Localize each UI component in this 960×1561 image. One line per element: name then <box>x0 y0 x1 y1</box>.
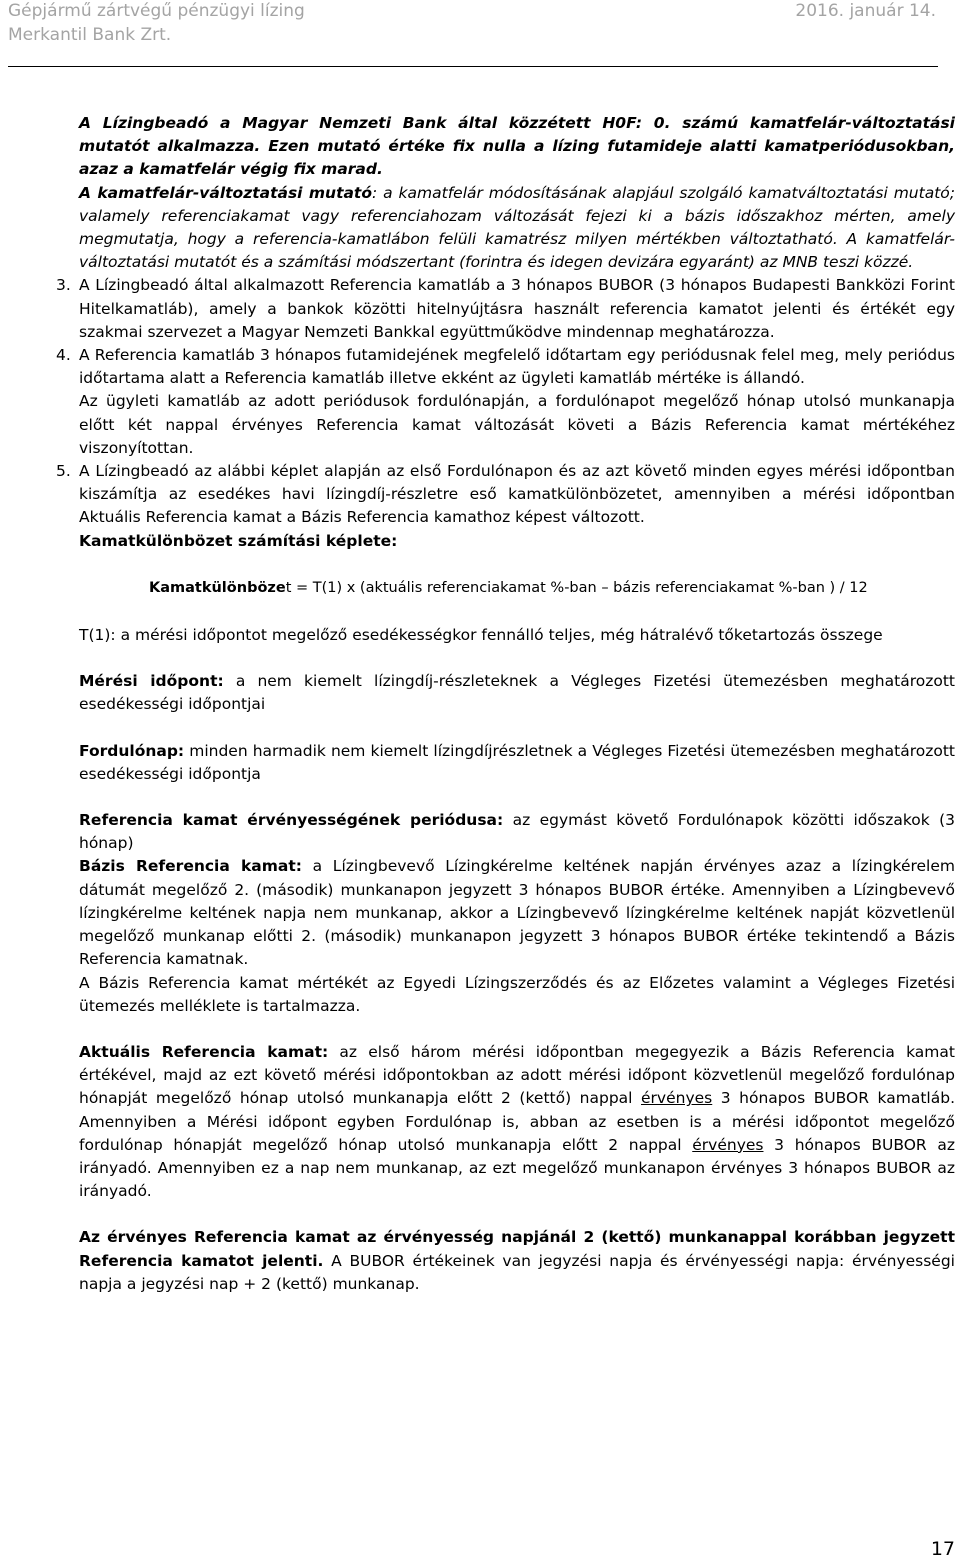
definition-text: 3 hónapos BUBOR kamatláb. Amennyiben a Mérési időpont egyben Fordulónap is, abban az esetben is a mérési időpontot megelőző fordulónap hónapját megelőző hónap utolsó munkanapja előtt 2 nappal <box>79 1089 955 1154</box>
formula-bold: Kamatkülönböze <box>149 579 286 596</box>
list-item-3 <box>56 274 955 344</box>
formula-heading: Kamatkülönbözet számítási képlete: <box>79 531 398 550</box>
list-item-text-continued: Az ügyleti kamatláb az adott periódusok fordulónapján, a fordulónapot megelőző hónap utolsó munkanapja előtt két nappal érvényes Referencia kamat változását követi a Bázis Referencia kamat mértékéhez viszonyítottan. <box>79 392 955 457</box>
formula <box>79 577 955 600</box>
list-item-text: A Lízingbeadó által alkalmazott Referencia kamatláb a 3 hónapos BUBOR (3 hónapos Budapesti Bankközi Forint Hitelkamatláb), amely a bankok közötti hitelnyújtásra használt referencia kamatot jelenti és értékét egy szakmai szervezet a Magyar Nemzeti Bankkal együttműködve mindennap meghatározza. <box>79 276 955 341</box>
definition-t1: T(1): a mérési időpontot megelőző esedékességkor fennálló teljes, még hátralévő tőketartozás összege <box>79 626 883 645</box>
term-indicator: A kamatfelár-változtatási mutató <box>79 183 372 202</box>
paragraph-mnb-indicator: A Lízingbeadó a Magyar Nemzeti Bank által közzétett H0F: 0. számú kamatfelár-változtatási mutatót alkalmazza. Ezen mutató értéke fix nulla a lízing futamideje alatti kamatperiódusokban, azaz a kamatfelár végig fix marad. <box>79 114 955 179</box>
term-bazis: Bázis Referencia kamat: <box>79 857 302 876</box>
definition-text: az egymást követő Fordulónapok közötti időszakok (3 hónap) <box>79 811 955 853</box>
paragraph-indicator-definition <box>79 182 955 275</box>
list-number: 5. <box>56 462 71 481</box>
list-item-text: A Lízingbeadó az alábbi képlet alapján az első Fordulónapon és az azt követő minden egyes mérési időpontban kiszámítja az esedékes havi lízingdíj-részletre eső kamatkülönbözetet, amennyiben a mérési időpontban Aktuális Referencia kamat a Bázis Referencia kamathoz képest változott. <box>79 462 955 527</box>
term-periodus: Referencia kamat érvényességének periódusa: <box>79 811 504 830</box>
indicator-definition-text: a kamatfelár módosításának alapjául szolgáló kamatváltoztatási mutató; valamely referenciakamat vagy referenciahozam változását fejezi ki a bázis időszakhoz mérten, amely megmutatja, hogy a referencia-kamatlábon felüli kamatrész milyen mértékben változtatható. A kamatfelár-változtatási mutatót és a számítási módszertant (forintra és idegen devizára egyaránt) az MNB teszi közzé. <box>79 183 955 272</box>
definition-meresi-idopont <box>79 670 955 716</box>
list-number: 4. <box>56 346 71 365</box>
definition-bazis <box>79 855 955 971</box>
definition-text: a Lízingbevevő Lízingkérelme keltének napján érvényes azaz a lízingkérelem dátumát megelőző 2. (második) munkanapon jegyzett 3 hónapos BUBOR értéke. Amennyiben a Lízingbevevő lízingkérelme keltének napja nem munkanap, akkor a Lízingbevevő lízingkérelme keltének napját közvetlenül megelőző munkanap előtti 2. (második) munkanapon jegyzett 3 hónapos BUBOR értéke tekintendő a Bázis Referencia kamatnak. <box>79 857 955 969</box>
definition-fordulonap <box>79 740 955 786</box>
list-number: 3. <box>56 276 71 295</box>
list-item-4 <box>56 344 955 460</box>
definition-periodus <box>79 809 955 855</box>
header-title: Gépjármű zártvégű pénzügyi lízing <box>8 1 305 21</box>
definition-bazis-continued: A Bázis Referencia kamat mértékét az Egyedi Lízingszerződés és az Előzetes valamint a Végleges Fizetési ütemezés melléklete is tartalmazza. <box>79 973 955 1015</box>
term-aktualis: Aktuális Referencia kamat: <box>79 1042 329 1061</box>
list-item-5 <box>56 460 955 530</box>
formula-rest: t = T(1) x (aktuális referenciakamat %-ban – bázis referenciakamat %-ban ) / 12 <box>285 579 868 596</box>
term-ervenyes: Az érvényes Referencia kamat az érvényesség napjánál 2 (kettő) munkanappal korábban jegyzett Referencia kamatot jelenti. <box>79 1228 955 1270</box>
definition-text: 3 hónapos BUBOR az irányadó. Amennyiben ez a nap nem munkanap, az ezt megelőző munkanapon érvényes 3 hónapos BUBOR az irányadó. <box>79 1135 956 1201</box>
header-date: 2016. január 14. <box>795 1 936 21</box>
document-body <box>56 112 956 1296</box>
header-bank: Merkantil Bank Zrt. <box>8 25 172 45</box>
term-colon: : <box>372 183 378 202</box>
list-item-text: A Referencia kamatláb 3 hónapos futamidejének megfelelő időtartam egy periódusnak felel meg, mely periódus időtartama alatt a Referencia kamatláb illetve ekként az ügyleti kamatláb mértéke is állandó. <box>79 346 955 388</box>
definition-text: A BUBOR értékeinek van jegyzési napja és érvényességi napja: érvényességi napja a jegyzési nap + 2 (kettő) munkanap. <box>79 1251 955 1293</box>
definition-aktualis <box>79 1041 955 1203</box>
underlined-word: érvényes <box>692 1135 764 1154</box>
page-number: 17 <box>930 1538 955 1560</box>
term-fordulonap: Fordulónap: <box>79 741 185 760</box>
definition-ervenyes <box>79 1226 955 1296</box>
definition-text: az első három mérési időpontban megegyezik a Bázis Referencia kamat értékével, majd az ezt követő mérési időpontokban az adott mérési időpont közvetlenül megelőző fordulónap hónapját megelőző hónap utolsó munkanapja előtt 2 (kettő) nappal <box>79 1042 955 1108</box>
term-meresi-idopont: Mérési időpont: <box>79 672 224 691</box>
definition-text: minden harmadik nem kiemelt lízingdíjrészletnek a Végleges Fizetési ütemezésben meghatározott esedékességi időpontja <box>79 741 955 783</box>
definition-text: a nem kiemelt lízingdíj-részleteknek a Végleges Fizetési ütemezésben meghatározott esedékességi időpontjai <box>79 672 955 714</box>
underlined-word: érvényes <box>641 1089 713 1108</box>
page-header <box>8 0 938 67</box>
